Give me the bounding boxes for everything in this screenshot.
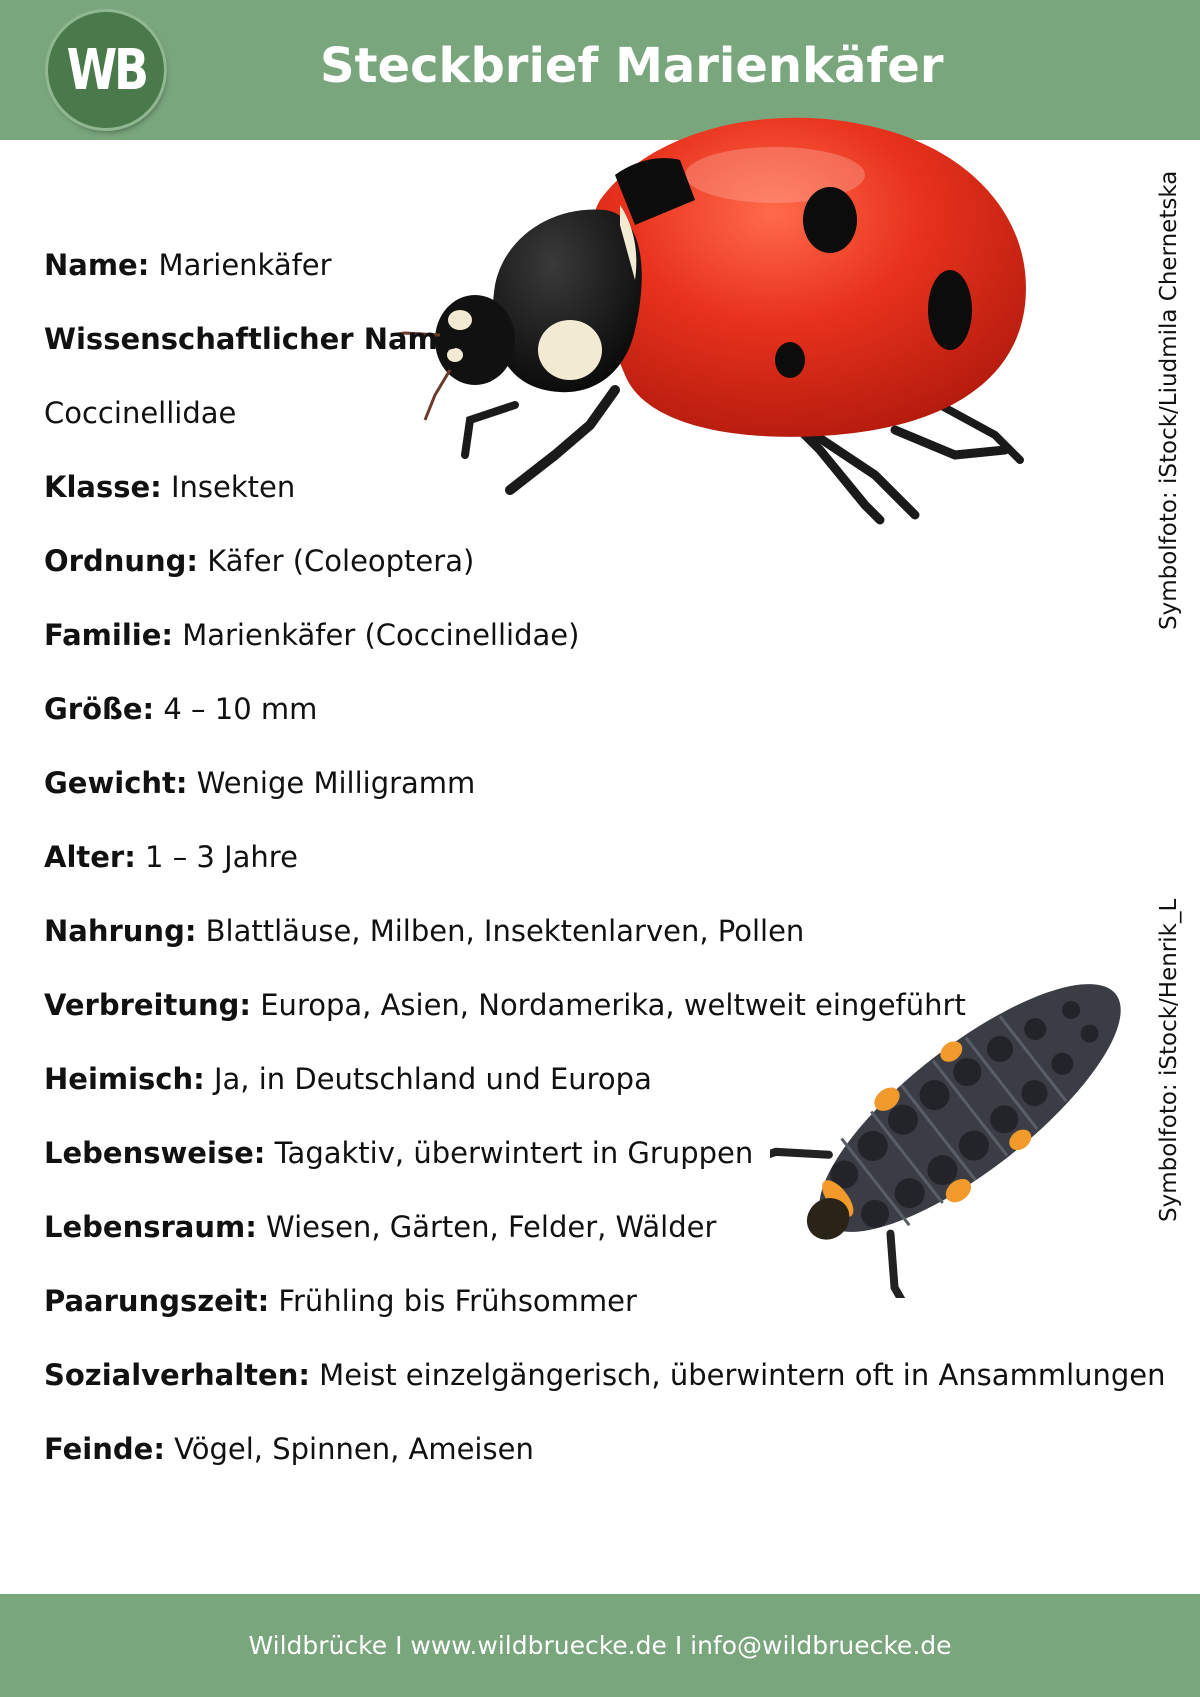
fact-label: Gewicht:	[44, 766, 188, 800]
fact-name	[44, 228, 1166, 302]
fact-value: Coccinellidae	[44, 396, 237, 430]
fact-value: Blattläuse, Milben, Insektenlarven, Pollen	[205, 914, 805, 948]
fact-age	[44, 820, 1166, 894]
logo-text: WB	[66, 37, 146, 103]
fact-value: 4 – 10 mm	[163, 692, 318, 726]
fact-family	[44, 598, 1166, 672]
fact-value: Frühling bis Frühsommer	[278, 1284, 637, 1318]
footer-bar	[0, 1594, 1200, 1697]
fact-lifestyle	[44, 1116, 1166, 1190]
fact-value: Wiesen, Gärten, Felder, Wälder	[266, 1210, 717, 1244]
fact-value: Meist einzelgängerisch, überwintern oft in Ansammlungen	[319, 1358, 1166, 1392]
fact-value: Käfer (Coleoptera)	[207, 544, 475, 578]
fact-label: Verbreitung:	[44, 988, 252, 1022]
page-title: Steckbrief Marienkäfer	[320, 38, 944, 94]
fact-class	[44, 450, 1166, 524]
fact-size	[44, 672, 1166, 746]
fact-label: Familie:	[44, 618, 173, 652]
photo-credit-ladybug: Symbolfoto: iStock/Liudmila Chernetska	[1156, 170, 1182, 630]
fact-label: Größe:	[44, 692, 155, 726]
fact-label: Nahrung:	[44, 914, 197, 948]
fact-order	[44, 524, 1166, 598]
fact-distribution	[44, 968, 1166, 1042]
fact-label: Paarungszeit:	[44, 1284, 270, 1318]
fact-value: 1 – 3 Jahre	[145, 840, 298, 874]
fact-scientific-name-value	[44, 376, 1166, 450]
fact-label: Klasse:	[44, 470, 162, 504]
fact-value: Wenige Milligramm	[196, 766, 476, 800]
footer-contact: Wildbrücke I www.wildbruecke.de I info@wildbruecke.de	[248, 1631, 952, 1660]
fact-value: Marienkäfer	[158, 248, 332, 282]
fact-value: Europa, Asien, Nordamerika, weltweit eingeführt	[260, 988, 966, 1022]
fact-enemies	[44, 1412, 1166, 1486]
fact-habitat	[44, 1190, 1166, 1264]
fact-list	[44, 228, 1166, 1486]
fact-social-behavior	[44, 1338, 1166, 1412]
fact-native	[44, 1042, 1166, 1116]
fact-value: Marienkäfer (Coccinellidae)	[182, 618, 580, 652]
fact-label: Heimisch:	[44, 1062, 205, 1096]
fact-value: Tagaktiv, überwintert in Gruppen	[274, 1136, 754, 1170]
fact-label: Wissenschaftlicher Name:	[44, 322, 470, 356]
fact-label: Ordnung:	[44, 544, 199, 578]
photo-credit-larva: Symbolfoto: iStock/Henrik_L	[1156, 898, 1182, 1222]
wb-logo	[48, 12, 164, 128]
fact-weight	[44, 746, 1166, 820]
fact-label: Sozialverhalten:	[44, 1358, 310, 1392]
fact-label: Lebensraum:	[44, 1210, 257, 1244]
fact-value: Vögel, Spinnen, Ameisen	[174, 1432, 534, 1466]
fact-label: Feinde:	[44, 1432, 165, 1466]
fact-food	[44, 894, 1166, 968]
fact-value: Insekten	[171, 470, 296, 504]
fact-mating-season	[44, 1264, 1166, 1338]
fact-value: Ja, in Deutschland und Europa	[213, 1062, 652, 1096]
fact-label: Alter:	[44, 840, 136, 874]
fact-label: Name:	[44, 248, 150, 282]
fact-scientific-name	[44, 302, 1166, 376]
fact-label: Lebensweise:	[44, 1136, 266, 1170]
